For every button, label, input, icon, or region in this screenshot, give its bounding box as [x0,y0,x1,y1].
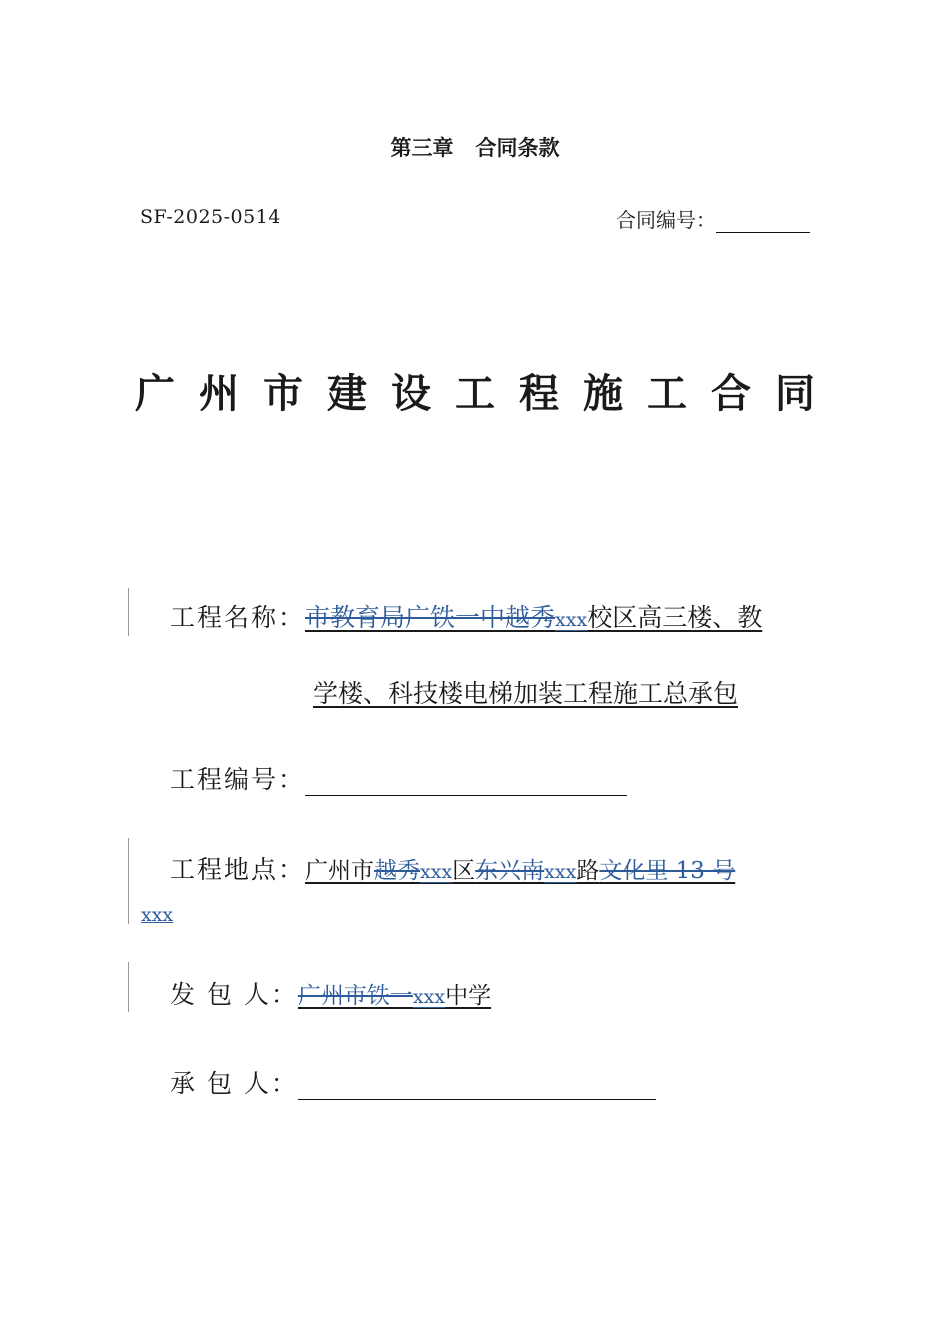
location-city: 广州市 [305,858,375,884]
revision-bar [128,962,129,1012]
inserted-text: xxx [412,986,446,1008]
project-location-label: 工程地点： [170,855,306,884]
revision-bar [128,838,129,924]
project-name-continuation: 学楼、科技楼电梯加装工程施工总承包 [313,679,739,708]
project-number-blank[interactable] [305,769,627,796]
revision-bar [128,588,129,636]
chapter-heading [0,132,950,162]
location-district: 区 [452,858,476,884]
location-road: 路 [576,858,600,884]
project-number-label: 工程编号： [170,765,306,794]
project-location-value [305,858,735,884]
contractor-label: 承 包 人： [170,1069,298,1098]
chapter-number: 第三章 [390,136,454,160]
contract-number-label: 合同编号： [616,208,716,232]
project-name-value [305,603,762,632]
chapter-title: 合同条款 [475,136,560,160]
page-title: 广州市建设工程施工合同 [135,371,839,417]
deleted-text: 东兴南 [475,858,545,884]
project-number-row [170,760,627,796]
deleted-text: 文化里 13 号 [599,858,736,884]
deleted-text: 越秀 [374,858,421,884]
contract-number-blank[interactable] [716,210,810,233]
employer-row [170,975,491,1011]
inserted-text: xxx [141,904,174,926]
contractor-row [170,1064,656,1100]
employer-value [298,983,491,1009]
inserted-text: xxx [555,609,588,631]
employer-label: 发 包 人： [170,980,298,1009]
project-location-row [170,850,735,886]
project-name-row [170,598,762,634]
deleted-text: 市教育局广铁一中越秀 [305,603,556,632]
deleted-text: 广州市铁一 [297,983,413,1009]
contractor-blank[interactable] [298,1073,656,1100]
employer-name: 中学 [445,983,492,1009]
document-code: SF-2025-0514 [140,206,281,228]
project-name-text: 校区高三楼、教 [587,603,763,632]
inserted-text: xxx [544,861,577,883]
project-name-label: 工程名称： [170,603,306,632]
inserted-text: xxx [420,861,453,883]
contract-number [616,204,810,233]
